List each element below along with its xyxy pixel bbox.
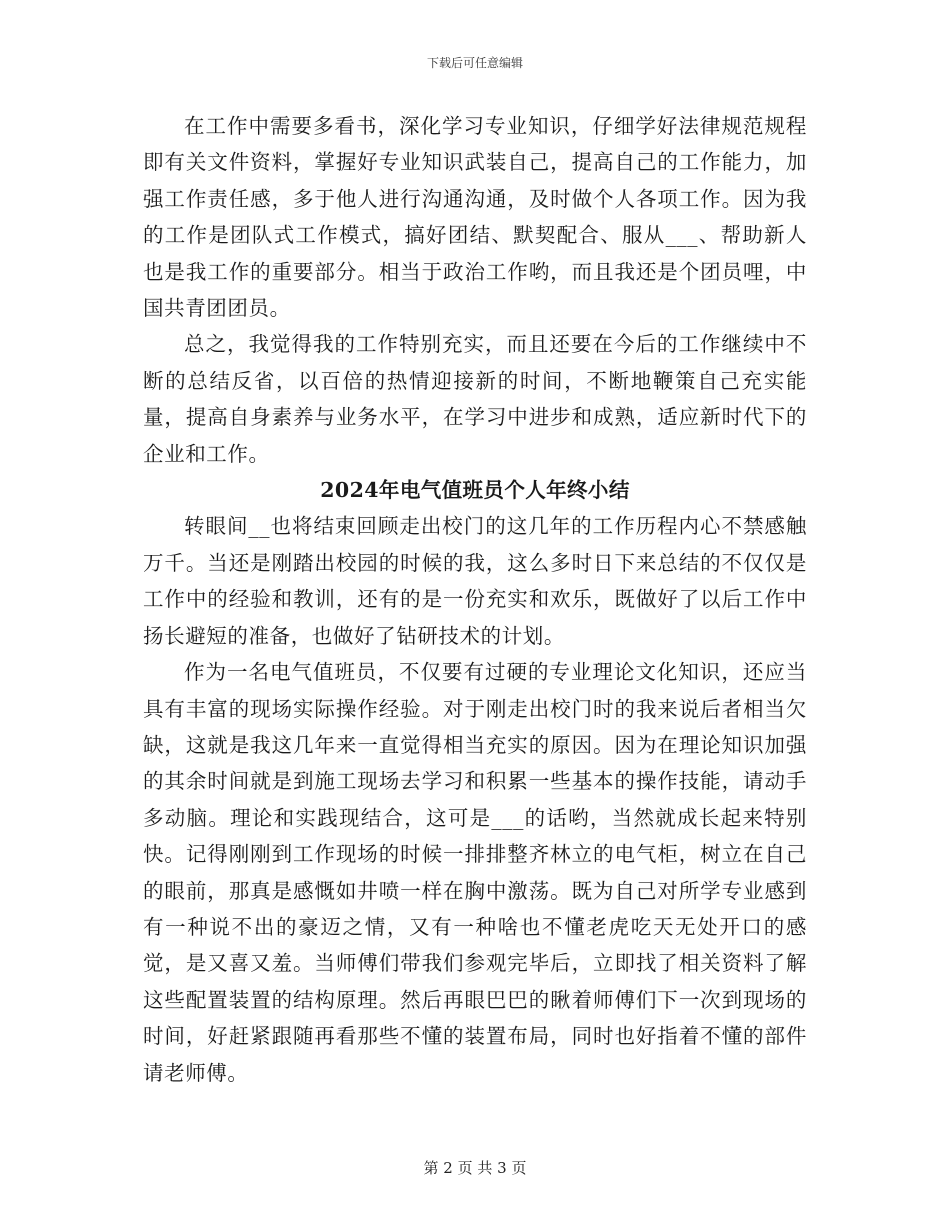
section-title: 2024年电气值班员个人年终小结	[320, 478, 630, 503]
paragraph-4: 作为一名电气值班员，不仅要有过硬的专业理论文化知识，还应当具有丰富的现场实际操作经验。对于刚走出校门时的我来说后者相当欠缺，这就是我这几年来一直觉得相当充实的原因。因为在理论知识加强的其余时间就是到施工现场去学习和积累一些基本的操作技能，请动手多动脑。理论和实践现结合，这可是___的话哟，当然就成长起来特别快。记得刚刚到工作现场的时候一排排整齐林立的电气柜，树立在自己的眼前，那真是感慨如井喷一样在胸中激荡。既为自己对所学专业感到有一种说不出的豪迈之情，又有一种啥也不懂老虎吃天无处开口的感觉，是又喜又羞。当师傅们带我们参观完毕后，立即找了相关资料了解这些配置装置的结构原理。然后再眼巴巴的瞅着师傅们下一次到现场的时间，好赶紧跟随再看那些不懂的装置布局，同时也好指着不懂的部件请老师傅。	[143, 660, 807, 1085]
paragraph-3: 转眼间__也将结束回顾走出校门的这几年的工作历程内心不禁感触万千。当还是刚踏出校园的时候的我，这么多时日下来总结的不仅仅是工作中的经验和教训，还有的是一份充实和欢乐，既做好了以后工作中扬长避短的准备，也做好了钻研技术的计划。	[143, 514, 807, 648]
page-header: 下载后可任意编辑	[426, 56, 523, 70]
page-footer: 第 2 页 共 3 页	[423, 1159, 527, 1177]
paragraph-1: 在工作中需要多看书，深化学习专业知识，仔细学好法律规范规程即有关文件资料，掌握好专业知识武装自己，提高自己的工作能力，加强工作责任感，多于他人进行沟通沟通，及时做个人各项工作。因为我的工作是团队式工作模式，搞好团结、默契配合、服从___、帮助新人也是我工作的重要部分。相当于政治工作哟，而且我还是个团员哩，中国共青团团员。	[143, 114, 807, 321]
paragraph-2: 总之，我觉得我的工作特别充实，而且还要在今后的工作继续中不断的总结反省，以百倍的热情迎接新的时间，不断地鞭策自己充实能量，提高自身素养与业务水平，在学习中进步和成熟，适应新时代下的企业和工作。	[143, 332, 807, 466]
document-body	[143, 108, 807, 1091]
